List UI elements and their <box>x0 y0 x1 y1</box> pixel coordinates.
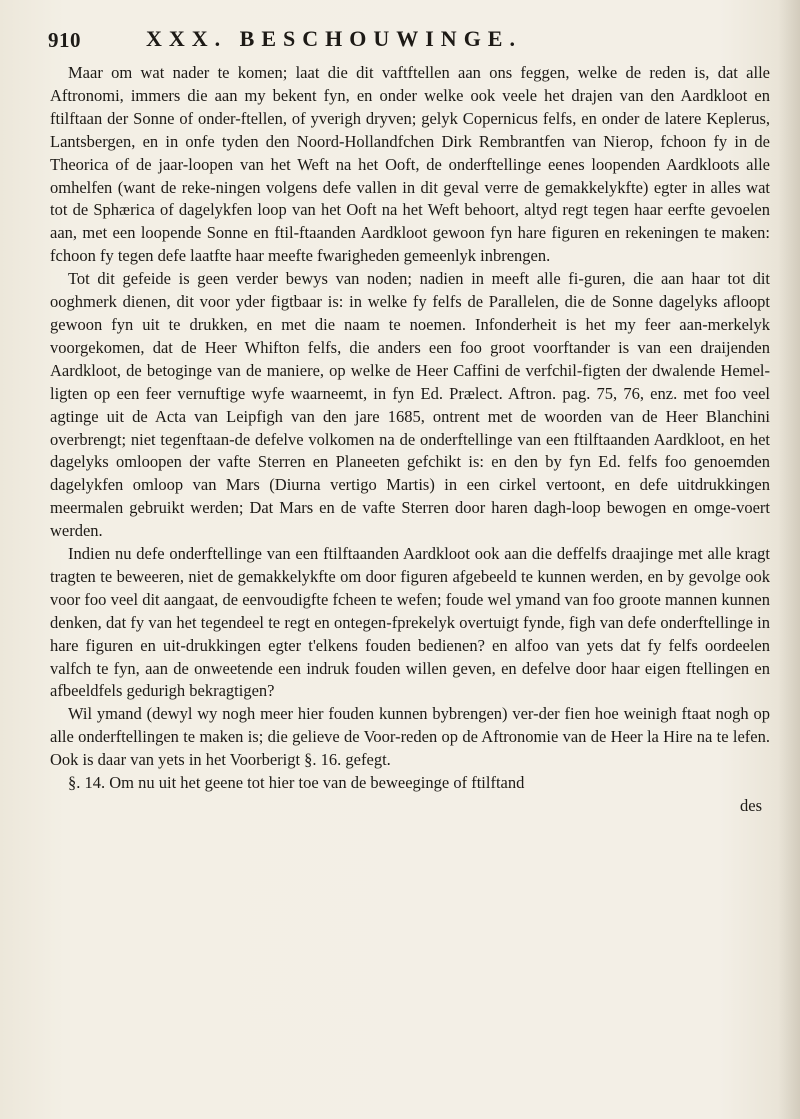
page-number: 910 <box>48 28 81 52</box>
paragraph-5: §. 14. Om nu uit het geene tot hier toe van de beweeginge of ftilftand <box>68 773 525 793</box>
body-text <box>50 62 770 818</box>
paragraph-3: Indien nu defe onderftellinge van een ftilftaanden Aardkloot ook aan die deffelfs draajinge met alle kragt tragten te beweeren, niet de gemakkelykfte om door figuren afgebeeld te kunnen werden, en by gevolge ook voor foo veel dit aangaat, de eenvoudigfte fcheen te wefen; foude wel ymand van foo groote mannen kunnen denken, dat fy van het tegendeel te regt en ontegen-fprekelyk overtuigt fynde, figh van defe onderftellinge in hare figuren en uit-drukkingen egter t'elkens fouden bedienen? en alfoo van yets dat fy felfs oordeelen valfch te fyn, aan de onweetende een indruk fouden willen geven, en defelve door haar eigen ftellingen en afbeeldfels gedurigh bekragtigen? <box>50 544 770 701</box>
page-edge-shadow <box>778 0 800 1119</box>
paragraph-2: Tot dit gefeide is geen verder bewys van noden; nadien in meeft alle fi-guren, die aan haar tot dit ooghmerk dienen, dit voor yder figtbaar is: in welke fy felfs de Parallelen, die de Sonne dagelyks afloopt gewoon fyn uit te drukken, en met die naam te noemen. Infonderheit is het my feer aan-merkelyk voorgekomen, dat de Heer Whifton felfs, die anders een foo groot voorftander is van een draijenden Aardkloot, de betoginge van de maniere, op welke de Heer Caffini de verfchil-figten der dwalende Hemel-ligten op een feer vernuftige wyfe waarneemt, in fyn Ed. Prælect. Aftron. pag. 75, 76, enz. met foo veel agtinge uit de Acta van Leipfigh van den jare 1685, ontrent met de woorden van de Heer Blanchini overbrengt; niet tegenftaan-de defelve volkomen na de onderftellinge van een ftilftaanden Aardkloot, en het dagelyks omloopen der vafte Sterren en Planeeten gefchikt is: en den by fyn Ed. felfs foo genoemden dagelykfen omloop van Mars (Diurna vertigo Martis) in een cirkel vertoont, en defe uitdrukkingen meermalen gebruikt werden; Dat Mars en de vafte Sterren door haren dagh-loop bewogen en omge-voert werden. <box>50 269 770 541</box>
page-header <box>48 22 748 56</box>
running-head: XXX. BESCHOUWINGE. <box>146 26 522 51</box>
paragraph-4: Wil ymand (dewyl wy nogh meer hier fouden kunnen bybrengen) ver-der fien hoe weinigh ftaat nogh op alle onderftellingen te maken is; die gelieve de Voor-reden op de Aftronomie van de Heer la Hire na te lefen. Ook is daar van yets in het Voorberigt §. 16. gefegt. <box>50 704 770 770</box>
catchword: des <box>740 796 762 815</box>
paragraph-1: Maar om wat nader te komen; laat die dit vaftftellen aan ons feggen, welke de reden is, dat alle Aftronomi, immers die aan my bekent fyn, en onder welke ook veele het drajen van den Aardkloot en ftilftaan der Sonne of onder-ftellen, of yverigh dryven; gelyk Copernicus felfs, en onder de latere Keplerus, Lantsbergen, en in onfe tyden den Noord-Hollandfchen Dirk Rembrantfen van Nierop, fchoon fy in de Theorica of de jaar-loopen van het Weft na het Ooft, de onderftellinge eenes loopenden Aardkloots alle omhelfen (want de reke-ningen volgens defe vallen in dit geval verre de gemakkelykfte) egter in alles wat tot de Sphærica of dagelykfen loop van het Ooft na het Weft behoort, altyd regt tegen haar eerfte gevoelen aan, met een loopende Sonne en ftil-ftaanden Aardkloot gewoon fyn hare figuren en rekeningen te maken: fchoon fy tegen defe laatfte haar meefte fwarigheden gemeenlyk inbrengen. <box>50 63 770 266</box>
